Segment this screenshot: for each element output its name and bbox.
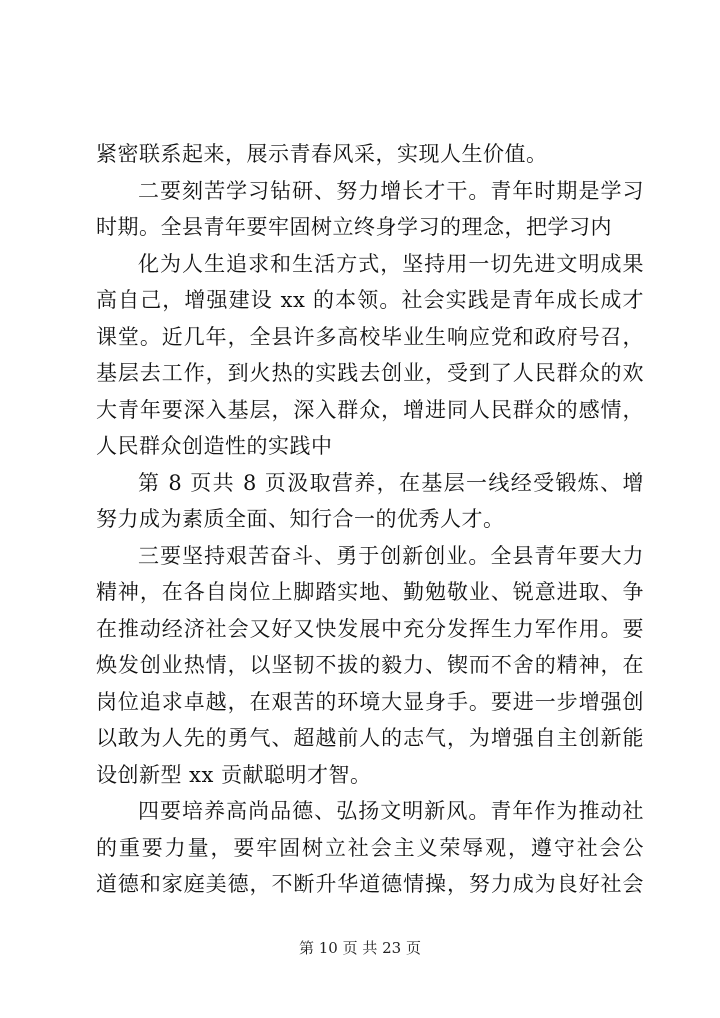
text-line: 努力成为素质全面、知行合一的优秀人才。 xyxy=(96,507,505,531)
document-body xyxy=(96,136,644,903)
text-line: 在推动经济社会又好又快发展中充分发挥生力军作用。要 xyxy=(96,616,644,641)
text-line: 以敢为人先的勇气、超越前人的志气，为增强自主创新能 xyxy=(96,726,644,750)
text-line: 基层去工作，到火热的实践去创业，受到了人民群众的欢 xyxy=(96,361,644,385)
text-line: 三要坚持艰苦奋斗、勇于创新创业。全县青年要大力 xyxy=(138,543,644,568)
text-line: 四要培养高尚品德、弘扬文明新风。青年作为推动社 xyxy=(138,799,644,823)
text-line: 紧密联系起来，展示青春风采，实现人生价值。 xyxy=(96,142,548,166)
text-line: 的重要力量，要牢固树立社会主义荣辱观，遵守社会公 xyxy=(96,835,644,860)
text-line: 焕发创业热情，以坚韧不拔的毅力、锲而不舍的精神，在 xyxy=(96,653,644,677)
page-footer xyxy=(0,937,720,958)
page-number-label: 第 10 页 共 23 页 xyxy=(298,939,421,957)
text-line: 时期。全县青年要牢固树立终身学习的理念，把学习内 xyxy=(96,215,612,239)
text-line: 设创新型 xx 贡献聪明才智。 xyxy=(96,762,372,787)
text-line: 精神，在各自岗位上脚踏实地、勤勉敬业、锐意进取、争 xyxy=(96,580,644,604)
text-line: 人民群众创造性的实践中 xyxy=(96,434,333,458)
text-line: 高自己，增强建设 xx 的本领。社会实践是青年成长成才 xyxy=(96,288,644,312)
text-line: 岗位追求卓越，在艰苦的环境大显身手。要进一步增强创 xyxy=(96,689,644,714)
text-line: 第 8 页共 8 页汲取营养，在基层一线经受锻炼、增 xyxy=(138,470,644,495)
text-line: 化为人生追求和生活方式，坚持用一切先进文明成果 xyxy=(138,251,644,276)
text-line: 大青年要深入基层，深入群众，增进同人民群众的感情， xyxy=(96,397,644,422)
text-line: 课堂。近几年，全县许多高校毕业生响应党和政府号召， xyxy=(96,324,644,349)
text-line: 二要刻苦学习钻研、努力增长才干。青年时期是学习 xyxy=(138,178,644,203)
text-line: 道德和家庭美德，不断升华道德情操，努力成为良好社会 xyxy=(96,872,644,896)
